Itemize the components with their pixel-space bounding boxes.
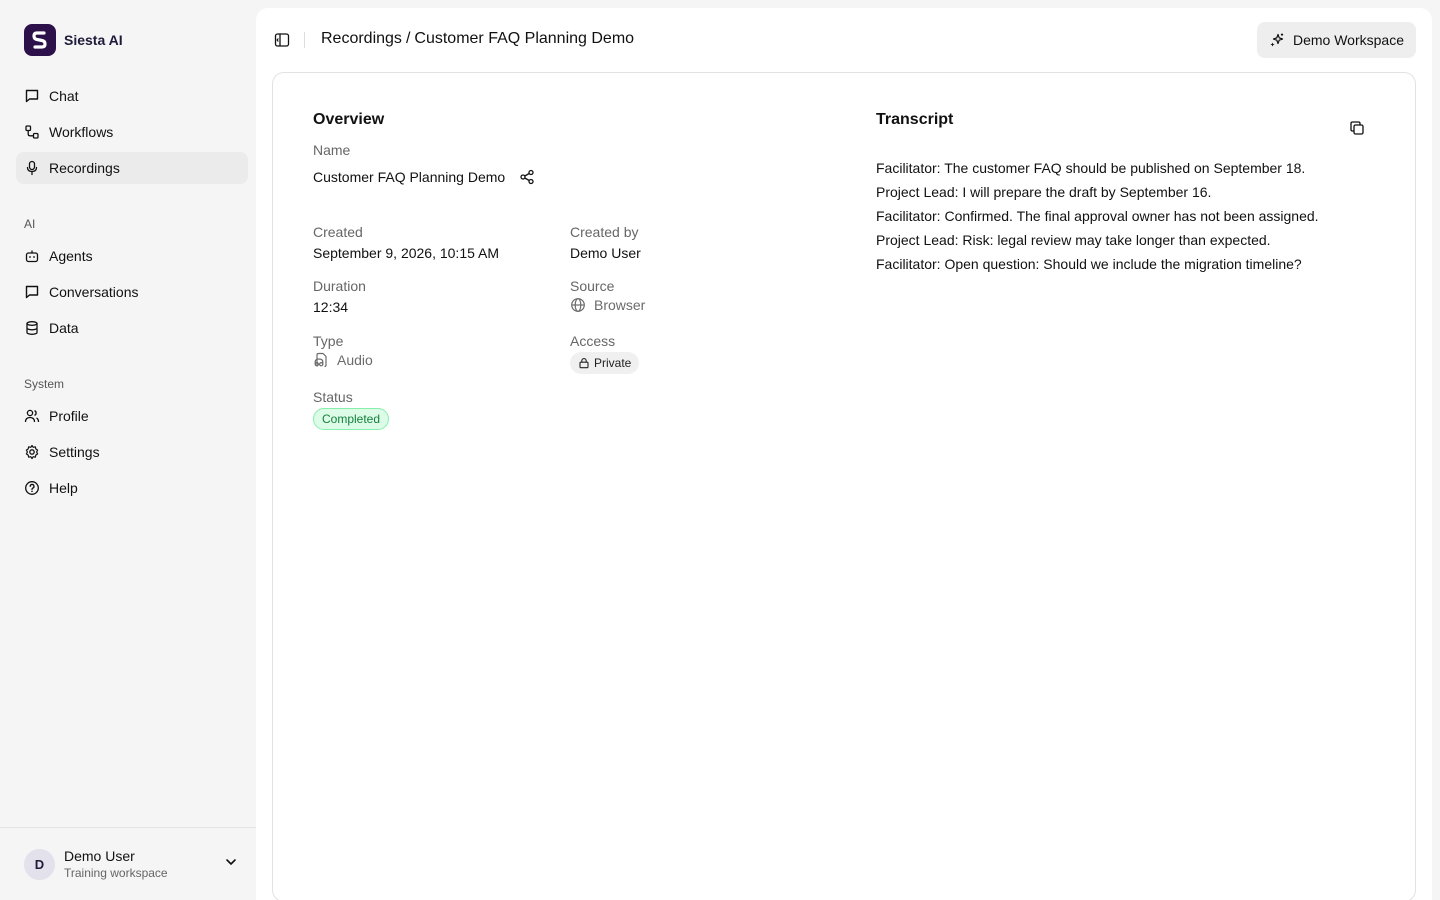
sidebar-item-label: Help [49, 480, 78, 496]
sidebar-toggle-icon[interactable] [274, 32, 290, 48]
chat-icon [24, 284, 40, 300]
sidebar-item-data[interactable] [16, 312, 248, 344]
name-label: Name [313, 142, 351, 158]
workspace-button[interactable] [1257, 22, 1416, 58]
breadcrumb-current: Customer FAQ Planning Demo [414, 30, 635, 47]
overview-title: Overview [313, 111, 385, 128]
topbar-divider [304, 32, 305, 48]
brand-logo-icon [24, 24, 56, 56]
system-nav-group [16, 374, 248, 508]
access-text: Private [594, 356, 632, 370]
name-value [313, 169, 535, 185]
globe-icon [570, 297, 586, 313]
user-workspace: Training workspace [64, 866, 168, 880]
breadcrumb-separator: / [405, 30, 411, 47]
chat-icon [24, 88, 40, 104]
brand[interactable] [24, 24, 123, 56]
topbar [256, 8, 1432, 72]
users-icon [24, 408, 40, 424]
sidebar-item-label: Workflows [49, 124, 114, 140]
sidebar-item-label: Data [49, 320, 79, 336]
type-text: Audio [337, 352, 373, 368]
gear-icon [24, 444, 40, 460]
status-badge: Completed [313, 408, 389, 430]
access-label: Access [570, 333, 616, 349]
lock-icon [578, 357, 590, 369]
copy-icon[interactable] [1349, 120, 1365, 136]
recording-name: Customer FAQ Planning Demo [313, 169, 506, 185]
brand-name: Siesta AI [64, 32, 123, 48]
transcript-title: Transcript [876, 111, 954, 128]
source-value [570, 297, 645, 313]
source-label: Source [570, 278, 615, 294]
created-by-label: Created by [570, 224, 639, 240]
created-value: September 9, 2026, 10:15 AM [313, 245, 500, 261]
access-badge [570, 352, 639, 374]
sidebar-item-agents[interactable] [16, 240, 248, 272]
database-icon [24, 320, 40, 336]
nav-group-label-ai: AI [24, 217, 36, 231]
share-icon[interactable] [519, 169, 535, 185]
recording-detail-card [272, 72, 1416, 900]
workspace-label: Demo Workspace [1292, 32, 1404, 48]
transcript-line: Project Lead: I will prepare the draft by September 16. [876, 184, 1212, 200]
microphone-icon [24, 160, 40, 176]
sidebar-item-help[interactable] [16, 472, 248, 504]
sidebar-item-label: Settings [49, 444, 100, 460]
transcript-line: Facilitator: The customer FAQ should be published on September 18. [876, 160, 1306, 176]
workflow-icon [24, 124, 40, 140]
source-text: Browser [594, 297, 646, 313]
duration-label: Duration [313, 278, 366, 294]
sidebar-item-label: Conversations [49, 284, 139, 300]
breadcrumb [321, 30, 634, 48]
sidebar-item-workflows[interactable] [16, 116, 248, 148]
sparkles-icon [1269, 32, 1285, 48]
duration-value: 12:34 [313, 299, 349, 315]
ai-nav-group [16, 214, 248, 348]
type-label: Type [313, 333, 344, 349]
sidebar-item-settings[interactable] [16, 436, 248, 468]
bot-icon [24, 248, 40, 264]
created-label: Created [313, 224, 363, 240]
sidebar-item-label: Agents [49, 248, 93, 264]
breadcrumb-recordings[interactable]: Recordings [321, 30, 402, 47]
created-by-value: Demo User [570, 245, 641, 261]
sidebar-item-conversations[interactable] [16, 276, 248, 308]
sidebar-item-chat[interactable] [16, 80, 248, 112]
audio-file-icon [313, 352, 329, 368]
transcript-line: Facilitator: Open question: Should we include the migration timeline? [876, 256, 1302, 272]
status-label: Status [313, 389, 353, 405]
primary-nav [16, 80, 248, 188]
sidebar-item-label: Profile [49, 408, 89, 424]
type-value [313, 352, 373, 368]
nav-group-label-system: System [24, 377, 65, 391]
user-menu[interactable] [0, 827, 256, 900]
transcript-line: Facilitator: Confirmed. The final approval owner has not been assigned. [876, 208, 1319, 224]
sidebar-item-label: Recordings [49, 160, 120, 176]
main-panel [256, 8, 1432, 900]
user-name: Demo User [64, 848, 135, 864]
chevron-down-icon[interactable] [224, 855, 238, 869]
help-circle-icon [24, 480, 40, 496]
sidebar-item-recordings[interactable] [16, 152, 248, 184]
sidebar-item-label: Chat [49, 88, 79, 104]
transcript-body [876, 156, 1376, 276]
transcript-line: Project Lead: Risk: legal review may take longer than expected. [876, 232, 1271, 248]
sidebar-item-profile[interactable] [16, 400, 248, 432]
sidebar [0, 0, 256, 900]
avatar: D [24, 849, 55, 880]
